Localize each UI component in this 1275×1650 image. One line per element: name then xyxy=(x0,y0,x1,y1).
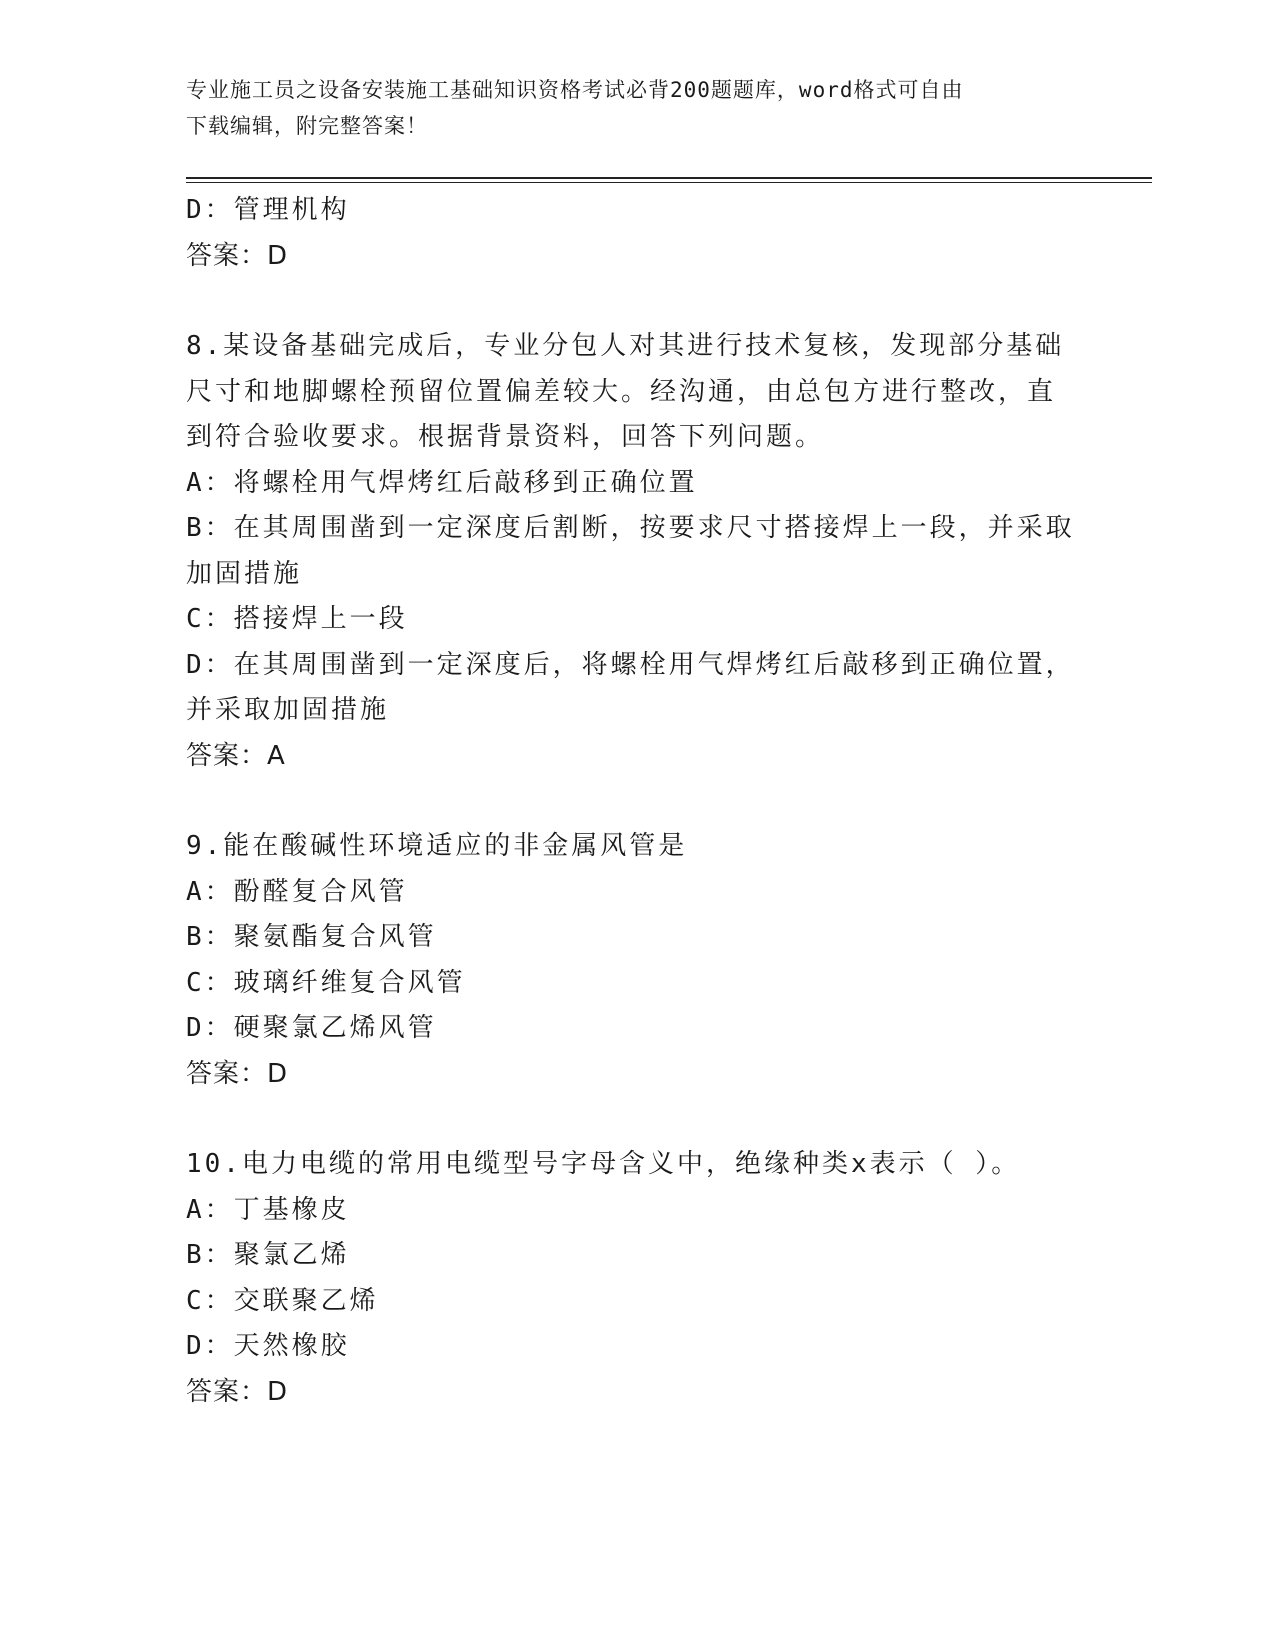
question-list xyxy=(186,188,1086,1415)
spacer xyxy=(186,779,1086,824)
question-8-stem-line-3: 到符合验收要求。根据背景资料，回答下列问题。 xyxy=(186,422,825,452)
question-10-answer: 答案：D xyxy=(186,1376,289,1407)
question-9-option-c: C：玻璃纤维复合风管 xyxy=(186,967,466,998)
question-9-option-b: B：聚氨酯复合风管 xyxy=(186,922,437,952)
question-9-option-d: D：硬聚氯乙烯风管 xyxy=(186,1013,437,1043)
header-title-line-1: 专业施工员之设备安装施工基础知识资格考试必背200题题库，word格式可自由 xyxy=(186,78,964,102)
header-title-line-2: 下载编辑，附完整答案！ xyxy=(186,114,428,138)
question-10 xyxy=(186,1142,1086,1415)
question-10-stem: 10.电力电缆的常用电缆型号字母含义中，绝缘种类x表示（ ）。 xyxy=(186,1149,1021,1179)
question-9 xyxy=(186,824,1086,1097)
question-9-option-a: A：酚醛复合风管 xyxy=(186,876,408,907)
question-10-option-c: C：交联聚乙烯 xyxy=(186,1285,379,1316)
question-8-stem-line-2: 尺寸和地脚螺栓预留位置偏差较大。经沟通，由总包方进行整改，直 xyxy=(186,376,1057,407)
question-8-option-d-line-1: D：在其周围凿到一定深度后，将螺栓用气焊烤红后敲移到正确位置， xyxy=(186,649,1075,680)
question-8 xyxy=(186,324,1086,779)
question-8-option-a: A：将螺栓用气焊烤红后敲移到正确位置 xyxy=(186,467,698,498)
spacer xyxy=(186,1097,1086,1142)
question-8-option-d-line-2: 并采取加固措施 xyxy=(186,695,390,725)
question-8-option-c: C：搭接焊上一段 xyxy=(186,604,408,634)
question-10-option-a: A：丁基橡皮 xyxy=(186,1194,350,1225)
question-9-stem: 9.能在酸碱性环境适应的非金属风管是 xyxy=(186,831,688,861)
question-8-option-b-line-2: 加固措施 xyxy=(186,558,303,589)
header-divider-thin xyxy=(186,182,1152,183)
question-9-answer: 答案：D xyxy=(186,1058,289,1089)
document-header xyxy=(186,72,1066,144)
question-8-stem-line-1: 8.某设备基础完成后，专业分包人对其进行技术复核，发现部分基础 xyxy=(186,331,1065,361)
spacer xyxy=(186,279,1086,324)
question-10-option-d: D：天然橡胶 xyxy=(186,1331,350,1361)
question-10-option-b: B：聚氯乙烯 xyxy=(186,1240,350,1270)
question-7-answer: 答案：D xyxy=(186,240,289,271)
header-divider-thick xyxy=(186,177,1152,179)
question-7-fragment xyxy=(186,188,1086,279)
question-8-answer: 答案：A xyxy=(186,740,286,771)
question-8-option-b-line-1: B：在其周围凿到一定深度后割断，按要求尺寸搭接焊上一段，并采取 xyxy=(186,513,1075,543)
question-7-option-d: D：管理机构 xyxy=(186,195,350,225)
